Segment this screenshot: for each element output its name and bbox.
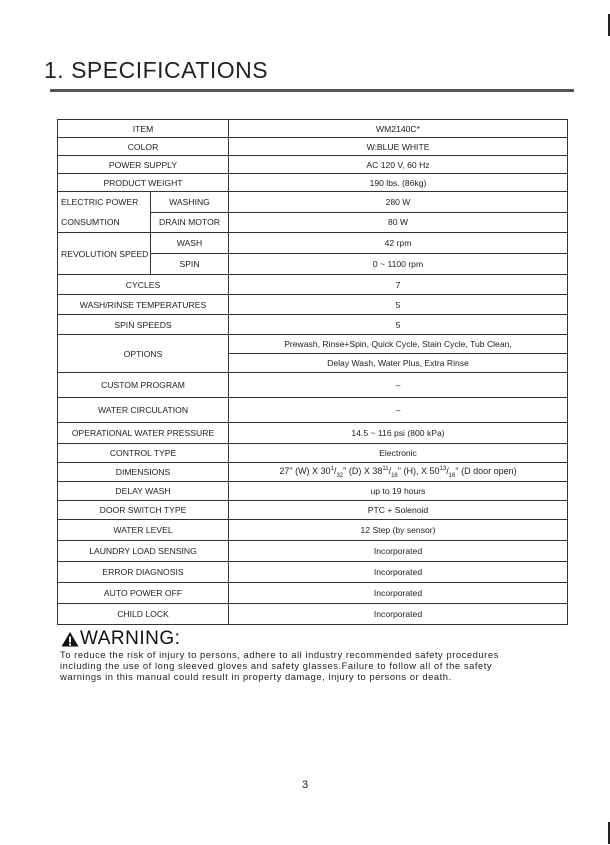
spec-value: 80 W <box>229 212 568 233</box>
spec-value: 42 rpm <box>229 233 568 254</box>
spec-row-water-level <box>58 520 568 541</box>
spec-label: CHILD LOCK <box>58 604 229 625</box>
page-title: 1. SPECIFICATIONS <box>44 57 269 83</box>
spec-row-washing-power <box>58 192 568 213</box>
dim-fraction-numerator: 11 <box>382 465 389 472</box>
spec-value: Incorporated <box>229 562 568 583</box>
spec-value: 0 ~ 1100 rpm <box>229 254 568 275</box>
warning-triangle-icon <box>61 631 79 647</box>
warning-text-segment: including the use of long sleeved gloves and <box>60 660 269 671</box>
warning-text-segment: safety glasses.Failure to follow all of the safety <box>268 660 493 671</box>
spec-value: 7 <box>229 275 568 295</box>
spec-label: CONTROL TYPE <box>58 444 229 463</box>
warning-text <box>60 649 580 682</box>
page-number: 3 <box>301 779 309 791</box>
spec-label: POWER SUPPLY <box>58 156 229 174</box>
spec-row-delay-wash <box>58 482 568 501</box>
spec-value: up to 19 hours <box>229 482 568 501</box>
dim-text: " (D) X 38 <box>343 465 383 476</box>
spec-label: ERROR DIAGNOSIS <box>58 562 229 583</box>
dim-text: " (D door open) <box>455 465 517 476</box>
dim-fraction-denominator: 16 <box>391 472 398 479</box>
warning-text-segment: warnings in this manual could result in property <box>60 671 282 682</box>
spec-row-cycles <box>58 275 568 295</box>
spec-label: LAUNDRY LOAD SENSING <box>58 541 229 562</box>
spec-sublabel: SPIN <box>151 254 229 275</box>
warning-title-text: WARNING: <box>80 628 181 649</box>
spec-value: Electronic <box>229 444 568 463</box>
spec-value: Incorporated <box>229 541 568 562</box>
spec-row-dimensions <box>58 463 568 482</box>
spec-value: WM2140C* <box>229 120 568 138</box>
spec-label: COLOR <box>58 138 229 156</box>
spec-label: CYCLES <box>58 275 229 295</box>
spec-row-load-sensing <box>58 541 568 562</box>
dim-width: 27 <box>279 465 290 476</box>
warning-text-segment: to all industry recommended safety procedures <box>276 649 499 660</box>
spec-label: AUTO POWER OFF <box>58 583 229 604</box>
warning-text-segment: To reduce the risk of injury to persons, adhere <box>60 649 277 660</box>
spec-sublabel: WASH <box>151 233 229 254</box>
spec-row-door-switch <box>58 501 568 520</box>
spec-value: 5 <box>229 295 568 315</box>
dim-fraction-numerator: 1 <box>330 465 334 472</box>
spec-value: 280 W <box>229 192 568 213</box>
spec-value: PTC + Solenoid <box>229 501 568 520</box>
heading-rule <box>50 89 574 92</box>
spec-value: Delay Wash, Water Plus, Extra Rinse <box>229 354 568 373</box>
dim-fraction-denominator: 32 <box>336 472 344 479</box>
spec-row-options-1 <box>58 335 568 354</box>
spec-value: W:BLUE WHITE <box>229 138 568 156</box>
spec-label: WATER LEVEL <box>58 520 229 541</box>
warning-title <box>61 628 180 650</box>
dim-text: " (W) X 30 <box>289 465 331 476</box>
spec-label: PRODUCT WEIGHT <box>58 174 229 192</box>
spec-label: WASH/RINSE TEMPERATURES <box>58 295 229 315</box>
spec-row-auto-power-off <box>58 583 568 604</box>
spec-label: SPIN SPEEDS <box>58 315 229 335</box>
spec-value: 190 lbs. (86kg) <box>229 174 568 192</box>
spec-label: WATER CIRCULATION <box>58 398 229 423</box>
specifications-table <box>57 119 568 625</box>
spec-row-water-circulation <box>58 398 568 423</box>
spec-label: CUSTOM PROGRAM <box>58 373 229 398</box>
spec-label-line: ELECTRIC POWER <box>61 197 139 207</box>
spec-value: 12 Step (by sensor) <box>229 520 568 541</box>
spec-row-custom-program <box>58 373 568 398</box>
spec-label: DIMENSIONS <box>58 463 229 482</box>
spec-row-control-type <box>58 444 568 463</box>
spec-label: OPERATIONAL WATER PRESSURE <box>58 423 229 444</box>
warning-text-segment: damage, injury to persons or death. <box>281 671 452 682</box>
spec-value: – <box>229 373 568 398</box>
dim-fraction-denominator: 16 <box>448 472 456 479</box>
warning-line <box>60 671 580 682</box>
dim-text: " (H), X 50 <box>397 465 440 476</box>
dim-fraction-numerator: 13 <box>439 465 447 472</box>
spec-value: AC 120 V, 60 Hz <box>229 156 568 174</box>
spec-row-temperatures <box>58 295 568 315</box>
spec-row-error-diagnosis <box>58 562 568 583</box>
spec-sublabel: WASHING <box>151 192 229 213</box>
spec-label-line: CONSUMTION <box>61 217 120 227</box>
spec-label-electric-power <box>58 192 151 233</box>
spec-value: – <box>229 398 568 423</box>
spec-row-power-supply <box>58 156 568 174</box>
spec-row-water-pressure <box>58 423 568 444</box>
spec-label: REVOLUTION SPEED <box>58 233 151 275</box>
spec-value: Incorporated <box>229 583 568 604</box>
spec-row-wash-speed <box>58 233 568 254</box>
spec-sublabel: DRAIN MOTOR <box>151 212 229 233</box>
spec-label: DOOR SWITCH TYPE <box>58 501 229 520</box>
spec-label: OPTIONS <box>58 335 229 373</box>
spec-value: Incorporated <box>229 604 568 625</box>
warning-line <box>60 660 580 671</box>
spec-row-spin-speeds <box>58 315 568 335</box>
spec-value: Prewash, Rinse+Spin, Quick Cycle, Stain Cycle, Tub Clean, <box>229 335 568 354</box>
spec-label: ITEM <box>58 120 229 138</box>
warning-line <box>60 649 580 660</box>
spec-row-item <box>58 120 568 138</box>
spec-row-color <box>58 138 568 156</box>
spec-row-product-weight <box>58 174 568 192</box>
spec-label: DELAY WASH <box>58 482 229 501</box>
spec-row-child-lock <box>58 604 568 625</box>
spec-value-dimensions: 27" (W) X $30^1/_{32}$" (D) X $38^{11}/_{16}$" (H), X $50^{13}/_{16}$" (D door open) <box>229 463 568 482</box>
spec-value: 5 <box>229 315 568 335</box>
spec-value: 14.5 ~ 116 psi (800 kPa) <box>229 423 568 444</box>
